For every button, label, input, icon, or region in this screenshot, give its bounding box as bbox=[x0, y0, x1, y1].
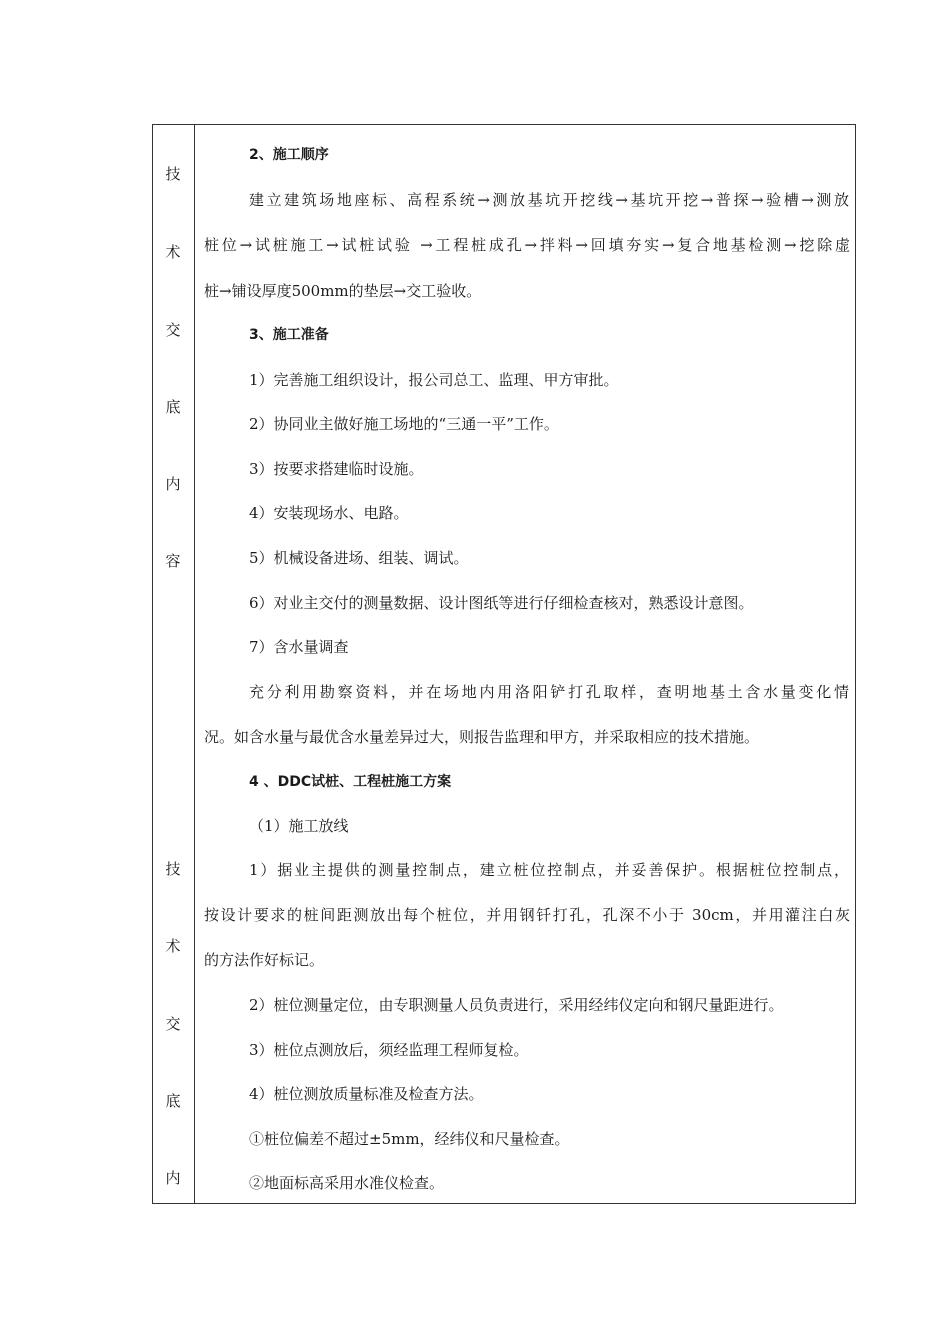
column-divider bbox=[194, 124, 195, 1204]
list-item: 5）机械设备进场、组装、调试。 bbox=[249, 549, 469, 567]
list-item: 2）桩位测量定位，由专职测量人员负责进行，采用经纬仪定向和钢尺量距进行。 bbox=[249, 996, 784, 1014]
list-item: 6）对业主交付的测量数据、设计图纸等进行仔细检查核对，熟悉设计意图。 bbox=[249, 594, 754, 612]
paragraph-line: 桩→铺设厚度500mm的垫层→交工验收。 bbox=[204, 282, 482, 300]
section-heading: 4 、DDC试桩、工程桩施工方案 bbox=[249, 774, 452, 790]
paragraph-line: 按设计要求的桩间距测放出每个桩位，并用钢钎打孔，孔深不小于 30cm，并用灌注白灰 bbox=[204, 906, 850, 924]
side-label-char: 底 bbox=[165, 1092, 181, 1110]
paragraph-line: 桩位→试桩施工→试桩试验 →工程桩成孔→拌料→回填夯实→复合地基检测→挖除虚 bbox=[204, 236, 850, 254]
side-label-char: 术 bbox=[165, 243, 181, 261]
side-label-char: 底 bbox=[165, 398, 181, 416]
side-label-char: 技 bbox=[165, 860, 181, 878]
paragraph-line: 充分利用勘察资料，并在场地内用洛阳铲打孔取样，查明地基土含水量变化情 bbox=[249, 683, 849, 701]
section-heading: 2、施工顺序 bbox=[249, 147, 329, 163]
subsection-heading: （1）施工放线 bbox=[249, 817, 349, 835]
list-item: 4）安装现场水、电路。 bbox=[249, 504, 409, 522]
paragraph-line: 1）据业主提供的测量控制点，建立桩位控制点，并妥善保护。根据桩位控制点， bbox=[249, 861, 849, 879]
list-item: 1）完善施工组织设计，报公司总工、监理、甲方审批。 bbox=[249, 371, 619, 389]
side-label-char: 技 bbox=[165, 165, 181, 183]
paragraph-line: 的方法作好标记。 bbox=[204, 951, 325, 969]
paragraph-line: 建立建筑场地座标、高程系统→测放基坑开挖线→基坑开挖→普探→验槽→测放 bbox=[249, 191, 849, 209]
side-label-char: 交 bbox=[165, 1015, 181, 1033]
list-item: 2）协同业主做好施工场地的“三通一平”工作。 bbox=[249, 415, 559, 433]
list-item: ①桩位偏差不超过±5mm，经纬仪和尺量检查。 bbox=[249, 1130, 570, 1148]
side-label-char: 内 bbox=[165, 1169, 181, 1187]
side-label-char: 术 bbox=[165, 937, 181, 955]
side-label-char: 容 bbox=[165, 552, 181, 570]
side-label-char: 交 bbox=[165, 321, 181, 339]
list-item: 3）桩位点测放后，须经监理工程师复检。 bbox=[249, 1041, 529, 1059]
side-label-char: 内 bbox=[165, 475, 181, 493]
list-item: 4）桩位测放质量标准及检查方法。 bbox=[249, 1085, 484, 1103]
paragraph-line: 况。如含水量与最优含水量差异过大，则报告监理和甲方，并采取相应的技术措施。 bbox=[204, 728, 760, 746]
list-item: ②地面标高采用水准仪检查。 bbox=[249, 1174, 445, 1192]
section-heading: 3、施工准备 bbox=[249, 327, 329, 343]
list-item: 3）按要求搭建临时设施。 bbox=[249, 460, 424, 478]
list-item: 7）含水量调查 bbox=[249, 638, 349, 656]
